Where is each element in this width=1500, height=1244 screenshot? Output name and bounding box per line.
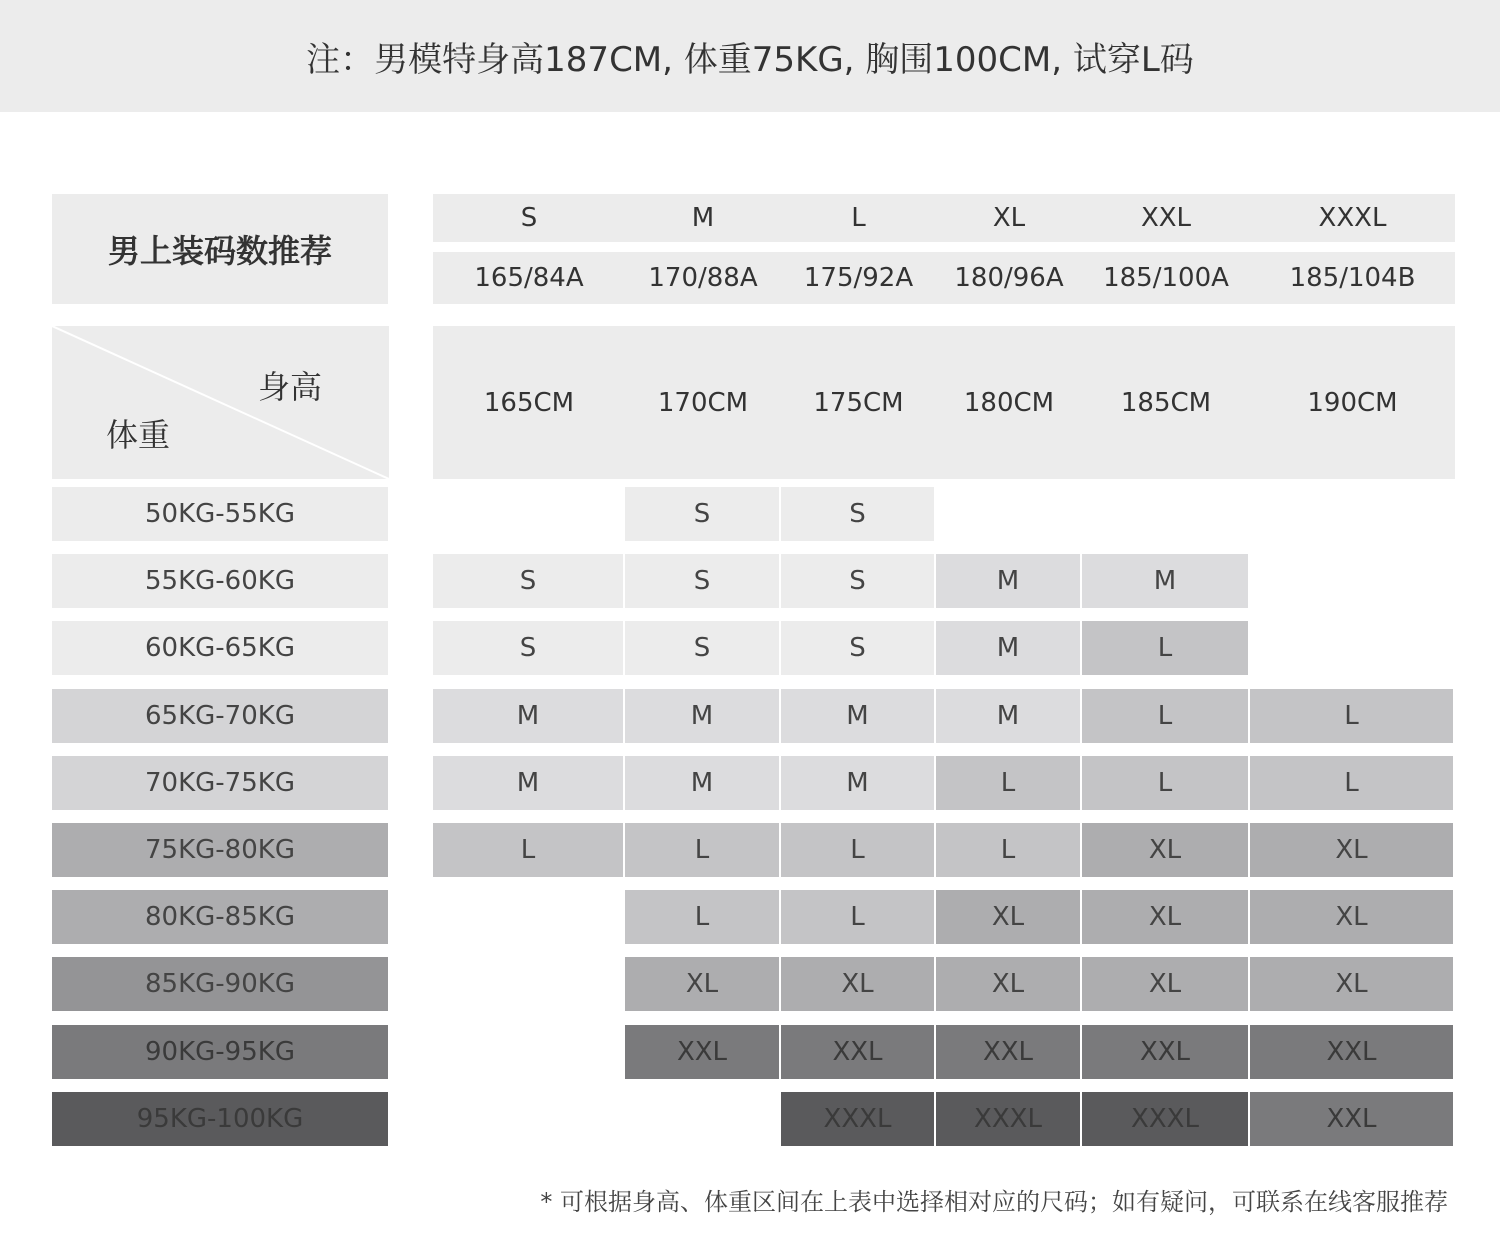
size-cell: XL (1250, 957, 1453, 1011)
size-cell: XL (1082, 823, 1248, 877)
size-label-xxxl: XXXL (1318, 203, 1387, 233)
weight-range-label: 55KG-60KG (52, 554, 388, 608)
size-cell: S (781, 621, 934, 675)
size-cell: XL (625, 957, 779, 1011)
size-cell: L (1250, 689, 1453, 743)
size-cell: XL (1250, 823, 1453, 877)
size-cell: S (781, 487, 934, 541)
size-cell: XXL (936, 1025, 1080, 1079)
size-cell: S (625, 487, 779, 541)
size-spec: 170/88A (648, 263, 758, 293)
weight-range-label: 80KG-85KG (52, 890, 388, 944)
size-cell: M (433, 756, 623, 810)
size-cell: L (1082, 756, 1248, 810)
weight-range-label: 95KG-100KG (52, 1092, 388, 1146)
size-spec: 165/84A (474, 263, 584, 293)
size-spec: 185/104B (1289, 263, 1416, 293)
size-label-xl: XL (992, 203, 1026, 233)
size-spec: 180/96A (954, 263, 1064, 293)
size-label-s: S (520, 203, 538, 233)
height-label: 175CM (813, 387, 904, 418)
size-cell: S (781, 554, 934, 608)
diagonal-line (52, 326, 389, 479)
diagonal-header (52, 326, 389, 479)
height-label: 165CM (483, 387, 575, 418)
size-cell: XXXL (781, 1092, 934, 1146)
table-title: 男上装码数推荐 (52, 194, 388, 304)
size-cell: L (433, 823, 623, 877)
weight-range-label: 70KG-75KG (52, 756, 388, 810)
height-label: 185CM (1120, 387, 1212, 418)
size-cell: XXL (1250, 1025, 1453, 1079)
height-label: 180CM (963, 387, 1055, 418)
weight-range-label: 90KG-95KG (52, 1025, 388, 1079)
size-cell: L (625, 890, 779, 944)
size-label-m: M (691, 203, 715, 233)
size-cell: S (433, 621, 623, 675)
size-cell: M (625, 756, 779, 810)
size-cell: L (781, 890, 934, 944)
size-cell: M (1082, 554, 1248, 608)
model-note-banner: 注：男模特身高187CM, 体重75KG, 胸围100CM, 试穿L码 (0, 0, 1500, 112)
weight-range-label: 85KG-90KG (52, 957, 388, 1011)
weight-axis-label: 体重 (106, 416, 171, 454)
size-cell: L (1082, 689, 1248, 743)
size-cell: XXL (1250, 1092, 1453, 1146)
size-cell: M (433, 689, 623, 743)
size-cell: M (936, 554, 1080, 608)
size-cell: S (625, 621, 779, 675)
size-cell: XL (781, 957, 934, 1011)
size-cell: XL (936, 957, 1080, 1011)
size-cell: S (625, 554, 779, 608)
weight-range-label: 60KG-65KG (52, 621, 388, 675)
size-cell: L (625, 823, 779, 877)
size-cell: M (936, 689, 1080, 743)
weight-range-label: 75KG-80KG (52, 823, 388, 877)
size-cell: L (781, 823, 934, 877)
size-cell: XL (1250, 890, 1453, 944)
height-label: 190CM (1307, 387, 1398, 418)
size-cell: XXL (781, 1025, 934, 1079)
size-cell: L (936, 756, 1080, 810)
size-label-xxl: XXL (1140, 203, 1192, 233)
size-cell: XXXL (936, 1092, 1080, 1146)
weight-range-label: 50KG-55KG (52, 487, 388, 541)
footnote: * 可根据身高、体重区间在上表中选择相对应的尺码；如有疑问，可联系在线客服推荐 (540, 1188, 1448, 1216)
size-spec: 175/92A (803, 263, 914, 293)
size-cell: M (781, 689, 934, 743)
size-cell: XXL (625, 1025, 779, 1079)
size-cell: XL (936, 890, 1080, 944)
size-cell: M (936, 621, 1080, 675)
height-label: 170CM (657, 387, 749, 418)
size-cell: S (433, 554, 623, 608)
size-cell: M (781, 756, 934, 810)
size-cell: L (1082, 621, 1248, 675)
size-cell: M (625, 689, 779, 743)
height-axis-label: 身高 (258, 368, 323, 406)
size-spec: 185/100A (1103, 263, 1229, 293)
size-cell: XXL (1082, 1025, 1248, 1079)
size-label-l: L (851, 203, 866, 233)
size-cell: XL (1082, 957, 1248, 1011)
size-cell: XL (1082, 890, 1248, 944)
weight-range-label: 65KG-70KG (52, 689, 388, 743)
size-cell: L (1250, 756, 1453, 810)
size-cell: XXXL (1082, 1092, 1248, 1146)
size-cell: L (936, 823, 1080, 877)
